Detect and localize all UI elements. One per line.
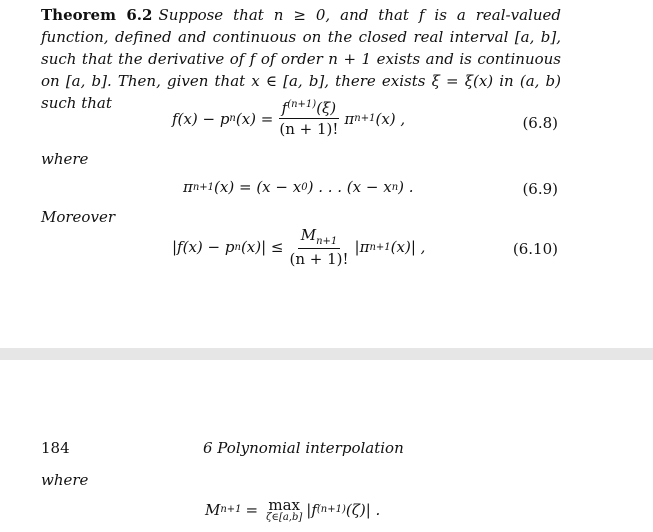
page-bottom [0,360,653,532]
chapter-title: 6 Polynomial interpolation [203,439,404,457]
equation-number: (6.9) [522,180,558,198]
page-separator [0,348,653,360]
max-operator: max ζ∈[a,b] [266,496,303,523]
equation-6-10: |f(x) − p n (x)| ≤ $\frac{M_{n+1}}{(n + 1)!}$ |π n+1 (x)| , [172,226,426,268]
where-text: where [41,471,89,489]
theorem-statement: Suppose that n ≥ 0, and that f is a real-valued function, defined and continuous on the closed real interval [a, b], such that the derivative of f of order n + 1 exists and is continuous on [a, b]. Then, given that x ∈ [a, b], there exists ξ = ξ(x) in (a, b) such that [41,6,561,112]
equation-M: M n+1 = max ζ∈[a,b] |f (n+1) (ζ)| . [205,496,381,523]
equation-number: (6.10) [512,240,558,258]
equation-number: (6.8) [522,114,558,132]
moreover-text: Moreover [41,208,115,226]
where-text: where [41,150,89,168]
page-number: 184 [41,439,70,457]
theorem-block [41,4,561,114]
theorem-label: Theorem 6.2 [41,6,153,24]
equation-6-8: f(x) − p n (x) = $\frac{f^{(n+1)}(\xi)}{(n + 1)!}$ π n+1 (x) , [172,99,406,138]
fraction: $\frac{f^{(n+1)}(\xi)}{(n + 1)!}$ [279,99,339,138]
fraction: $\frac{M_{n+1}}{(n + 1)!}$ [289,226,349,268]
equation-6-9: π n+1 (x) = (x − x 0 ) . . . (x − x n ) . [183,178,414,196]
